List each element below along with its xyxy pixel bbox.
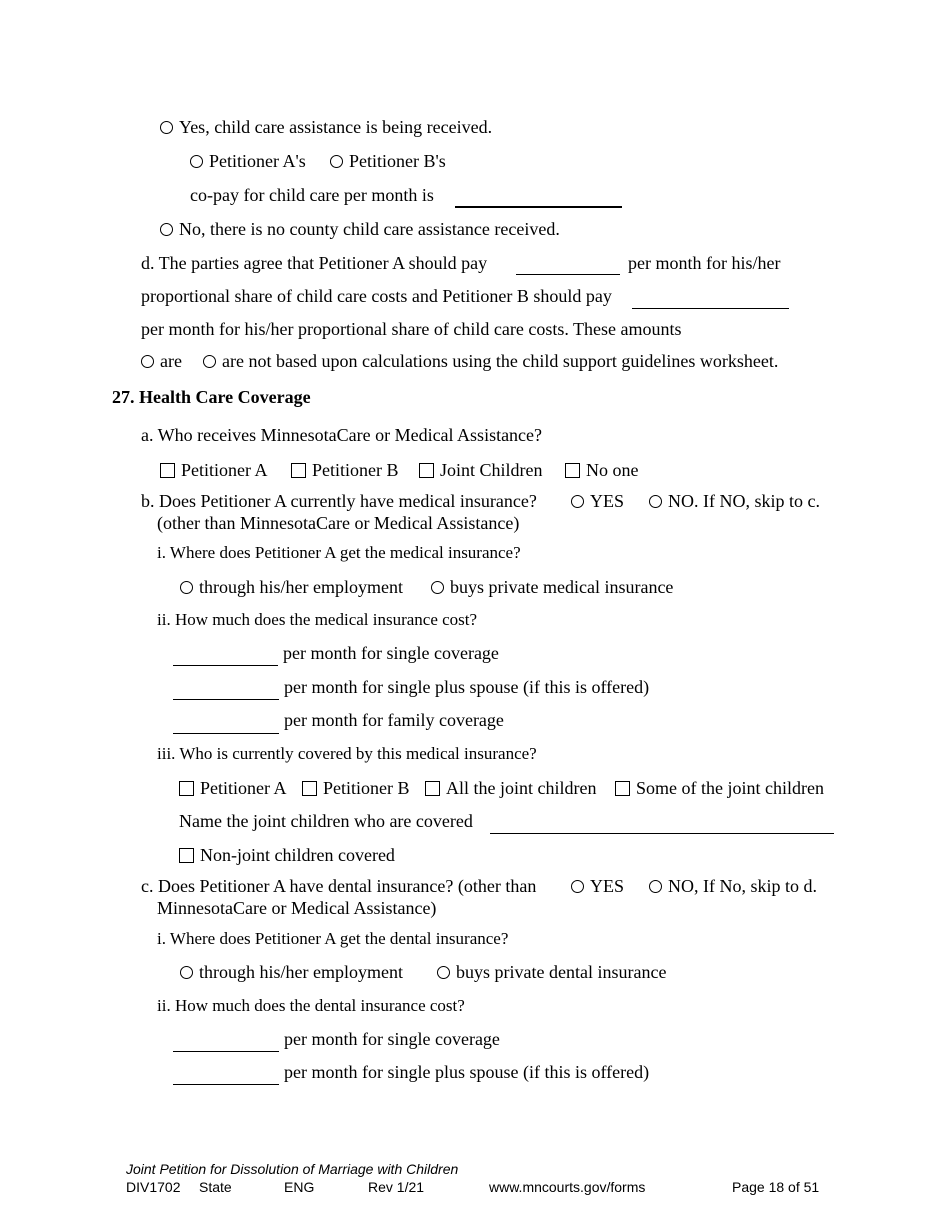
radio-b-i-private[interactable] <box>431 581 444 594</box>
agree-line1-a: d. The parties agree that Petitioner A should pay <box>141 253 488 273</box>
b-spouse-cost-field[interactable] <box>173 699 279 700</box>
petB-pay-field[interactable] <box>632 308 789 309</box>
checkbox-iii-all-joint[interactable] <box>425 781 440 796</box>
question-c: c. Does Petitioner A have dental insurance? (other than <box>141 876 537 896</box>
checkbox-a-petitioner-b[interactable] <box>291 463 306 478</box>
radio-c-no[interactable] <box>649 880 662 893</box>
b-single-cost-field[interactable] <box>173 665 278 666</box>
b-single-label: per month for single coverage <box>283 643 499 663</box>
checkbox-nonjoint-row[interactable]: Non-joint children covered <box>179 844 395 866</box>
copay-label: co-pay for child care per month is <box>190 185 434 205</box>
radio-petA-row[interactable]: Petitioner A's <box>190 150 306 172</box>
radio-yes-childcare[interactable] <box>160 121 173 134</box>
radio-b-no[interactable] <box>649 495 662 508</box>
b-family-cost-field[interactable] <box>173 733 279 734</box>
checkbox-a-petA-row[interactable]: Petitioner A <box>160 459 268 481</box>
radio-are-row[interactable]: are <box>141 350 182 372</box>
checkbox-iii-some-joint[interactable] <box>615 781 630 796</box>
radio-b-yes-row[interactable]: YES <box>571 490 624 512</box>
checkbox-a-petitioner-a[interactable] <box>160 463 175 478</box>
copay-field[interactable] <box>455 206 622 208</box>
checkbox-iii-petitioner-b[interactable] <box>302 781 317 796</box>
footer-state: State <box>199 1179 232 1195</box>
radio-petB-row[interactable]: Petitioner B's <box>330 150 446 172</box>
question-a: a. Who receives MinnesotaCare or Medical Assistance? <box>141 425 543 445</box>
c-spouse-label: per month for single plus spouse (if this is offered) <box>284 1062 650 1082</box>
radio-b-i-employment[interactable] <box>180 581 193 594</box>
footer-page: Page 18 of 51 <box>732 1179 820 1195</box>
checkbox-iii-petB-row[interactable]: Petitioner B <box>302 777 410 799</box>
question-b-i: i. Where does Petitioner A get the medical insurance? <box>157 543 521 562</box>
footer-title: Joint Petition for Dissolution of Marriage with Children <box>126 1161 459 1177</box>
radio-b-i-employment-row[interactable]: through his/her employment <box>180 576 403 598</box>
radio-b-yes[interactable] <box>571 495 584 508</box>
question-c-line2: MinnesotaCare or Medical Assistance) <box>157 898 437 918</box>
radio-b-i-private-row[interactable]: buys private medical insurance <box>431 576 673 598</box>
checkbox-a-noone-row[interactable]: No one <box>565 459 639 481</box>
footer-form-id: DIV1702 <box>126 1179 181 1195</box>
name-covered-label: Name the joint children who are covered <box>179 811 473 831</box>
radio-c-i-private[interactable] <box>437 966 450 979</box>
checkbox-a-petB-row[interactable]: Petitioner B <box>291 459 399 481</box>
question-c-ii: ii. How much does the dental insurance cost? <box>157 996 465 1015</box>
checkbox-iii-petA-row[interactable]: Petitioner A <box>179 777 287 799</box>
radio-are-not-row[interactable]: are not based upon calculations using the child support guidelines worksheet. <box>203 350 778 372</box>
question-c-i: i. Where does Petitioner A get the dental insurance? <box>157 929 509 948</box>
footer-rev: Rev 1/21 <box>368 1179 425 1195</box>
radio-c-yes-row[interactable]: YES <box>571 875 624 897</box>
footer-lang: ENG <box>284 1179 315 1195</box>
question-b-iii: iii. Who is currently covered by this medical insurance? <box>157 744 537 763</box>
radio-c-i-private-row[interactable]: buys private dental insurance <box>437 961 666 983</box>
radio-c-i-employment[interactable] <box>180 966 193 979</box>
checkbox-a-joint-children[interactable] <box>419 463 434 478</box>
radio-c-no-row[interactable]: NO, If No, skip to d. <box>649 875 817 897</box>
checkbox-a-joint-row[interactable]: Joint Children <box>419 459 543 481</box>
c-single-cost-field[interactable] <box>173 1051 279 1052</box>
section-heading: 27. Health Care Coverage <box>112 387 311 407</box>
checkbox-nonjoint[interactable] <box>179 848 194 863</box>
agree-line3: per month for his/her proportional share of child care costs. These amounts <box>141 319 682 339</box>
radio-petitioner-b[interactable] <box>330 155 343 168</box>
petA-pay-field[interactable] <box>516 274 620 275</box>
footer-url[interactable]: www.mncourts.gov/forms <box>489 1179 646 1195</box>
b-spouse-label: per month for single plus spouse (if this is offered) <box>284 677 650 697</box>
c-single-label: per month for single coverage <box>284 1029 500 1049</box>
radio-yes-childcare-row[interactable]: Yes, child care assistance is being received. <box>160 116 492 138</box>
radio-c-i-employment-row[interactable]: through his/her employment <box>180 961 403 983</box>
question-b-line2: (other than MinnesotaCare or Medical Assistance) <box>157 513 520 533</box>
b-family-label: per month for family coverage <box>284 710 504 730</box>
checkbox-iii-all-row[interactable]: All the joint children <box>425 777 596 799</box>
question-b: b. Does Petitioner A currently have medical insurance? <box>141 491 537 511</box>
radio-c-yes[interactable] <box>571 880 584 893</box>
radio-are-not[interactable] <box>203 355 216 368</box>
radio-petitioner-a[interactable] <box>190 155 203 168</box>
c-spouse-cost-field[interactable] <box>173 1084 279 1085</box>
name-covered-field[interactable] <box>490 833 834 834</box>
radio-no-childcare[interactable] <box>160 223 173 236</box>
agree-line1-b: per month for his/her <box>628 253 781 273</box>
radio-no-childcare-row[interactable]: No, there is no county child care assistance received. <box>160 218 560 240</box>
agree-line2: proportional share of child care costs and Petitioner B should pay <box>141 286 612 306</box>
radio-are[interactable] <box>141 355 154 368</box>
question-b-ii: ii. How much does the medical insurance cost? <box>157 610 478 629</box>
radio-b-no-row[interactable]: NO. If NO, skip to c. <box>649 490 820 512</box>
checkbox-iii-some-row[interactable]: Some of the joint children <box>615 777 824 799</box>
checkbox-a-no-one[interactable] <box>565 463 580 478</box>
checkbox-iii-petitioner-a[interactable] <box>179 781 194 796</box>
